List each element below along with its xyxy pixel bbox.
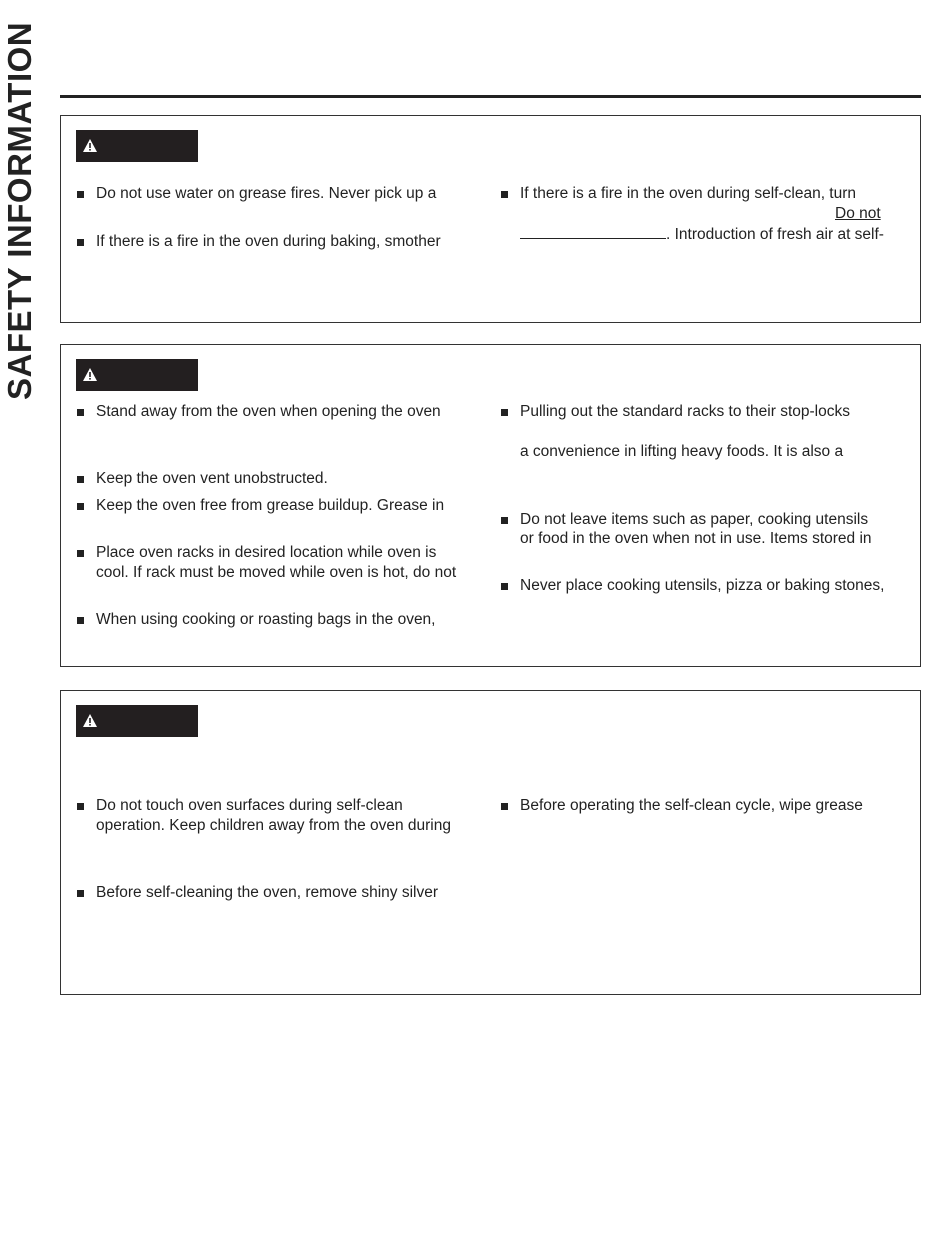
bullet-icon — [77, 617, 84, 624]
bullet-icon — [501, 409, 508, 416]
bullet-icon — [77, 476, 84, 483]
warning-section-fire: Do not use water on grease fires. Never pick up a If there is a fire in the oven during baking, smother If there is a fire in the oven during self-clean, turn Do not . Introduction of fresh air at self- — [60, 115, 921, 323]
warning-badge — [76, 705, 198, 737]
continuation-line: a convenience in lifting heavy foods. It is also a — [520, 443, 844, 460]
bullet-icon — [77, 409, 84, 416]
continuation-line: operation. Keep children away from the oven during — [96, 817, 451, 834]
blank-line — [520, 224, 666, 239]
top-rule — [60, 95, 921, 98]
bullet-icon — [501, 803, 508, 810]
warning-badge — [76, 130, 198, 162]
warning-section-self-clean: Do not touch oven surfaces during self-clean operation. Keep children away from the oven during Before self-cleaning the oven, remove shiny silver Before operating the self-clean cycle, wipe grease — [60, 690, 921, 995]
bullet-icon — [77, 239, 84, 246]
continuation-line: or food in the oven when not in use. Items stored in — [520, 530, 872, 547]
warning-triangle-icon — [83, 139, 97, 152]
underlined-text: Do not — [835, 205, 881, 222]
bullet-icon — [77, 890, 84, 897]
bullet-icon — [501, 583, 508, 590]
warning-section-oven: Stand away from the oven when opening the oven Keep the oven vent unobstructed. Keep the oven free from grease buildup. Grease in Place oven racks in desired location while oven is cool. If rack must be moved while oven is hot, do not When using cooking or roasting bags in the oven, Pulling out the standard racks to their stop-locks a convenience in lifting heavy foods. It is also a Do not leave items such as paper, cooking utensils or food in the oven when not in use. Items stored in Never place cooking utensils, pizza or baking stones, — [60, 344, 921, 667]
bullet-icon — [501, 191, 508, 198]
bullet-icon — [77, 191, 84, 198]
continuation-line: cool. If rack must be moved while oven is hot, do not — [96, 564, 457, 581]
warning-triangle-icon — [83, 714, 97, 727]
bullet-icon — [501, 517, 508, 524]
side-title: SAFETY INFORMATION — [1, 21, 38, 400]
bullet-icon — [77, 503, 84, 510]
continuation-line: . Introduction of fresh air at self- — [520, 224, 884, 245]
bullet-icon — [77, 803, 84, 810]
warning-triangle-icon — [83, 368, 97, 381]
warning-badge — [76, 359, 198, 391]
bullet-icon — [77, 550, 84, 557]
